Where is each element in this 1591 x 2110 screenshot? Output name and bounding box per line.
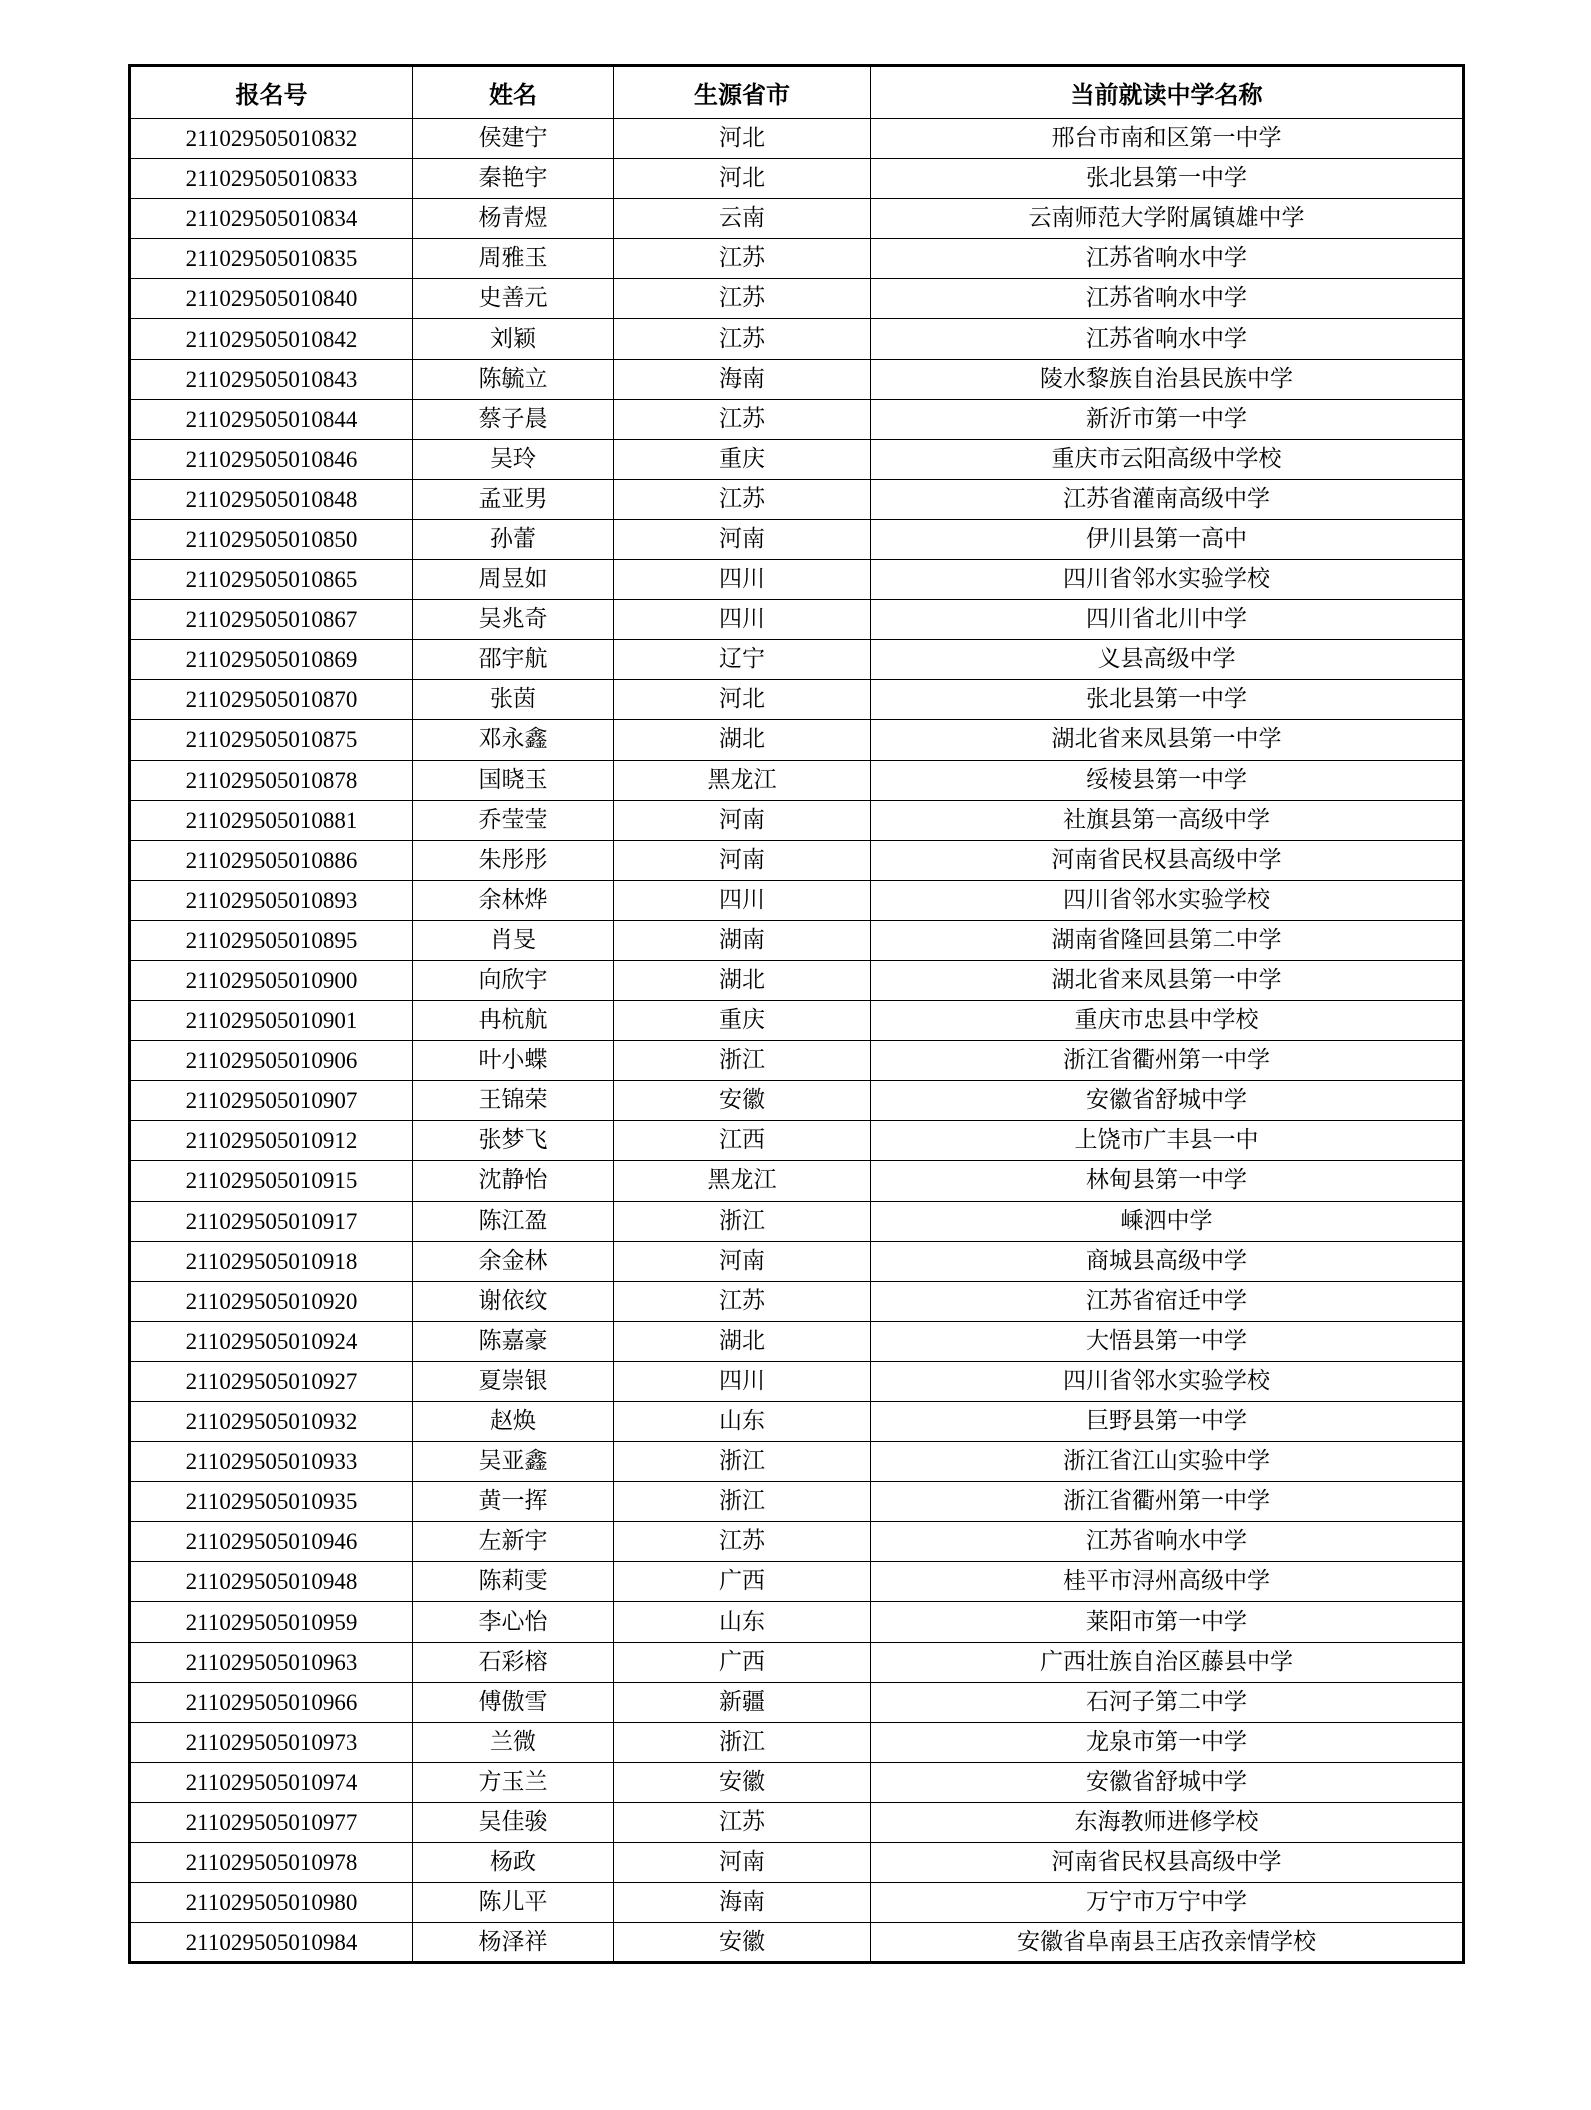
- registration-number-cell: 211029505010946: [130, 1522, 413, 1562]
- current-school-cell: 龙泉市第一中学: [871, 1722, 1464, 1762]
- origin-province-cell: 广西: [614, 1642, 871, 1682]
- current-school-cell: 巨野县第一中学: [871, 1402, 1464, 1442]
- table-row: [130, 680, 1464, 720]
- current-school-cell: 重庆市忠县中学校: [871, 1001, 1464, 1041]
- header-registration-number: 报名号: [130, 66, 413, 119]
- registration-number-cell: 211029505010843: [130, 359, 413, 399]
- registration-number-cell: 211029505010900: [130, 960, 413, 1000]
- origin-province-cell: 新疆: [614, 1682, 871, 1722]
- registration-number-cell: 211029505010875: [130, 720, 413, 760]
- student-name-cell: 冉杭航: [413, 1001, 614, 1041]
- table-row: [130, 319, 1464, 359]
- current-school-cell: 张北县第一中学: [871, 159, 1464, 199]
- header-origin-province: 生源省市: [614, 66, 871, 119]
- registration-number-cell: 211029505010867: [130, 600, 413, 640]
- current-school-cell: 四川省北川中学: [871, 600, 1464, 640]
- registration-number-cell: 211029505010927: [130, 1361, 413, 1401]
- origin-province-cell: 河南: [614, 800, 871, 840]
- table-row: [130, 119, 1464, 159]
- registration-number-cell: 211029505010963: [130, 1642, 413, 1682]
- roster-sheet: [128, 64, 1462, 1964]
- origin-province-cell: 江苏: [614, 279, 871, 319]
- current-school-cell: 伊川县第一高中: [871, 519, 1464, 559]
- current-school-cell: 林甸县第一中学: [871, 1161, 1464, 1201]
- header-row: [130, 66, 1464, 119]
- student-name-cell: 谢依纹: [413, 1281, 614, 1321]
- origin-province-cell: 江苏: [614, 1522, 871, 1562]
- current-school-cell: 东海教师进修学校: [871, 1802, 1464, 1842]
- origin-province-cell: 四川: [614, 880, 871, 920]
- table-row: [130, 279, 1464, 319]
- origin-province-cell: 河南: [614, 1241, 871, 1281]
- origin-province-cell: 浙江: [614, 1442, 871, 1482]
- student-name-cell: 向欣宇: [413, 960, 614, 1000]
- origin-province-cell: 海南: [614, 359, 871, 399]
- origin-province-cell: 河北: [614, 159, 871, 199]
- registration-number-cell: 211029505010933: [130, 1442, 413, 1482]
- current-school-cell: 新沂市第一中学: [871, 399, 1464, 439]
- student-name-cell: 陈嘉豪: [413, 1321, 614, 1361]
- table-row: [130, 359, 1464, 399]
- current-school-cell: 四川省邻水实验学校: [871, 1361, 1464, 1401]
- current-school-cell: 四川省邻水实验学校: [871, 880, 1464, 920]
- student-name-cell: 吴亚鑫: [413, 1442, 614, 1482]
- origin-province-cell: 河南: [614, 1843, 871, 1883]
- student-name-cell: 杨泽祥: [413, 1923, 614, 1963]
- table-row: [130, 1161, 1464, 1201]
- origin-province-cell: 湖北: [614, 1321, 871, 1361]
- table-row: [130, 239, 1464, 279]
- origin-province-cell: 安徽: [614, 1762, 871, 1802]
- registration-number-cell: 211029505010912: [130, 1121, 413, 1161]
- student-name-cell: 吴佳骏: [413, 1802, 614, 1842]
- current-school-cell: 四川省邻水实验学校: [871, 560, 1464, 600]
- current-school-cell: 广西壮族自治区藤县中学: [871, 1642, 1464, 1682]
- header-name: 姓名: [413, 66, 614, 119]
- table-row: [130, 1923, 1464, 1963]
- current-school-cell: 湖北省来凤县第一中学: [871, 960, 1464, 1000]
- origin-province-cell: 安徽: [614, 1081, 871, 1121]
- table-row: [130, 920, 1464, 960]
- student-name-cell: 邵宇航: [413, 640, 614, 680]
- student-name-cell: 秦艳宇: [413, 159, 614, 199]
- origin-province-cell: 四川: [614, 560, 871, 600]
- current-school-cell: 石河子第二中学: [871, 1682, 1464, 1722]
- student-name-cell: 沈静怡: [413, 1161, 614, 1201]
- current-school-cell: 浙江省衢州第一中学: [871, 1482, 1464, 1522]
- current-school-cell: 社旗县第一高级中学: [871, 800, 1464, 840]
- origin-province-cell: 河北: [614, 680, 871, 720]
- current-school-cell: 安徽省阜南县王店孜亲情学校: [871, 1923, 1464, 1963]
- student-name-cell: 方玉兰: [413, 1762, 614, 1802]
- current-school-cell: 湖北省来凤县第一中学: [871, 720, 1464, 760]
- registration-number-cell: 211029505010924: [130, 1321, 413, 1361]
- student-name-cell: 吴兆奇: [413, 600, 614, 640]
- current-school-cell: 嵊泗中学: [871, 1201, 1464, 1241]
- table-row: [130, 1482, 1464, 1522]
- origin-province-cell: 河北: [614, 119, 871, 159]
- origin-province-cell: 浙江: [614, 1201, 871, 1241]
- registration-number-cell: 211029505010832: [130, 119, 413, 159]
- registration-number-cell: 211029505010918: [130, 1241, 413, 1281]
- student-name-cell: 邓永鑫: [413, 720, 614, 760]
- student-name-cell: 肖旻: [413, 920, 614, 960]
- table-row: [130, 1682, 1464, 1722]
- origin-province-cell: 云南: [614, 199, 871, 239]
- origin-province-cell: 湖北: [614, 960, 871, 1000]
- registration-number-cell: 211029505010834: [130, 199, 413, 239]
- origin-province-cell: 江苏: [614, 399, 871, 439]
- registration-number-cell: 211029505010977: [130, 1802, 413, 1842]
- origin-province-cell: 浙江: [614, 1722, 871, 1762]
- student-name-cell: 陈毓立: [413, 359, 614, 399]
- table-row: [130, 1722, 1464, 1762]
- table-row: [130, 600, 1464, 640]
- registration-number-cell: 211029505010935: [130, 1482, 413, 1522]
- origin-province-cell: 江苏: [614, 1281, 871, 1321]
- registration-number-cell: 211029505010844: [130, 399, 413, 439]
- origin-province-cell: 辽宁: [614, 640, 871, 680]
- table-row: [130, 479, 1464, 519]
- student-name-cell: 兰微: [413, 1722, 614, 1762]
- student-name-cell: 朱彤彤: [413, 840, 614, 880]
- origin-province-cell: 浙江: [614, 1482, 871, 1522]
- origin-province-cell: 安徽: [614, 1923, 871, 1963]
- table-row: [130, 159, 1464, 199]
- student-name-cell: 夏崇银: [413, 1361, 614, 1401]
- table-row: [130, 1843, 1464, 1883]
- table-row: [130, 1522, 1464, 1562]
- current-school-cell: 绥棱县第一中学: [871, 760, 1464, 800]
- table-row: [130, 199, 1464, 239]
- origin-province-cell: 浙江: [614, 1041, 871, 1081]
- student-name-cell: 王锦荣: [413, 1081, 614, 1121]
- current-school-cell: 陵水黎族自治县民族中学: [871, 359, 1464, 399]
- student-name-cell: 杨政: [413, 1843, 614, 1883]
- student-name-cell: 张梦飞: [413, 1121, 614, 1161]
- origin-province-cell: 重庆: [614, 1001, 871, 1041]
- current-school-cell: 江苏省灌南高级中学: [871, 479, 1464, 519]
- origin-province-cell: 江西: [614, 1121, 871, 1161]
- origin-province-cell: 四川: [614, 1361, 871, 1401]
- student-name-cell: 余金林: [413, 1241, 614, 1281]
- registration-number-cell: 211029505010842: [130, 319, 413, 359]
- registration-number-cell: 211029505010966: [130, 1682, 413, 1722]
- origin-province-cell: 山东: [614, 1402, 871, 1442]
- current-school-cell: 邢台市南和区第一中学: [871, 119, 1464, 159]
- registration-number-cell: 211029505010915: [130, 1161, 413, 1201]
- origin-province-cell: 黑龙江: [614, 1161, 871, 1201]
- origin-province-cell: 江苏: [614, 319, 871, 359]
- table-row: [130, 1001, 1464, 1041]
- registration-number-cell: 211029505010906: [130, 1041, 413, 1081]
- table-row: [130, 1321, 1464, 1361]
- origin-province-cell: 湖南: [614, 920, 871, 960]
- table-row: [130, 1081, 1464, 1121]
- table-row: [130, 640, 1464, 680]
- registration-number-cell: 211029505010895: [130, 920, 413, 960]
- registration-number-cell: 211029505010881: [130, 800, 413, 840]
- table-row: [130, 1281, 1464, 1321]
- student-name-cell: 陈江盈: [413, 1201, 614, 1241]
- student-name-cell: 李心怡: [413, 1602, 614, 1642]
- student-name-cell: 刘颖: [413, 319, 614, 359]
- table-row: [130, 760, 1464, 800]
- origin-province-cell: 四川: [614, 600, 871, 640]
- student-roster-table: [128, 64, 1465, 1964]
- table-row: [130, 560, 1464, 600]
- student-name-cell: 周雅玉: [413, 239, 614, 279]
- current-school-cell: 义县高级中学: [871, 640, 1464, 680]
- current-school-cell: 浙江省江山实验中学: [871, 1442, 1464, 1482]
- table-row: [130, 1442, 1464, 1482]
- registration-number-cell: 211029505010978: [130, 1843, 413, 1883]
- registration-number-cell: 211029505010850: [130, 519, 413, 559]
- origin-province-cell: 河南: [614, 840, 871, 880]
- current-school-cell: 安徽省舒城中学: [871, 1762, 1464, 1802]
- student-name-cell: 黄一挥: [413, 1482, 614, 1522]
- registration-number-cell: 211029505010886: [130, 840, 413, 880]
- student-name-cell: 张茵: [413, 680, 614, 720]
- student-name-cell: 史善元: [413, 279, 614, 319]
- current-school-cell: 浙江省衢州第一中学: [871, 1041, 1464, 1081]
- registration-number-cell: 211029505010932: [130, 1402, 413, 1442]
- student-name-cell: 乔莹莹: [413, 800, 614, 840]
- registration-number-cell: 211029505010848: [130, 479, 413, 519]
- student-name-cell: 赵焕: [413, 1402, 614, 1442]
- registration-number-cell: 211029505010973: [130, 1722, 413, 1762]
- origin-province-cell: 海南: [614, 1883, 871, 1923]
- registration-number-cell: 211029505010833: [130, 159, 413, 199]
- current-school-cell: 万宁市万宁中学: [871, 1883, 1464, 1923]
- current-school-cell: 桂平市浔州高级中学: [871, 1562, 1464, 1602]
- current-school-cell: 上饶市广丰县一中: [871, 1121, 1464, 1161]
- student-name-cell: 叶小蝶: [413, 1041, 614, 1081]
- table-row: [130, 399, 1464, 439]
- current-school-cell: 江苏省响水中学: [871, 319, 1464, 359]
- student-name-cell: 孙蕾: [413, 519, 614, 559]
- table-row: [130, 1562, 1464, 1602]
- table-row: [130, 1201, 1464, 1241]
- current-school-cell: 河南省民权县高级中学: [871, 1843, 1464, 1883]
- current-school-cell: 莱阳市第一中学: [871, 1602, 1464, 1642]
- origin-province-cell: 江苏: [614, 479, 871, 519]
- registration-number-cell: 211029505010901: [130, 1001, 413, 1041]
- registration-number-cell: 211029505010920: [130, 1281, 413, 1321]
- origin-province-cell: 河南: [614, 519, 871, 559]
- registration-number-cell: 211029505010835: [130, 239, 413, 279]
- origin-province-cell: 黑龙江: [614, 760, 871, 800]
- student-name-cell: 石彩榕: [413, 1642, 614, 1682]
- registration-number-cell: 211029505010893: [130, 880, 413, 920]
- current-school-cell: 江苏省宿迁中学: [871, 1281, 1464, 1321]
- registration-number-cell: 211029505010846: [130, 439, 413, 479]
- table-row: [130, 1602, 1464, 1642]
- table-row: [130, 519, 1464, 559]
- student-name-cell: 傅傲雪: [413, 1682, 614, 1722]
- current-school-cell: 江苏省响水中学: [871, 239, 1464, 279]
- table-row: [130, 1762, 1464, 1802]
- table-row: [130, 720, 1464, 760]
- student-name-cell: 国晓玉: [413, 760, 614, 800]
- table-header: [130, 66, 1464, 119]
- table-row: [130, 1361, 1464, 1401]
- current-school-cell: 江苏省响水中学: [871, 1522, 1464, 1562]
- table-row: [130, 1642, 1464, 1682]
- table-row: [130, 1041, 1464, 1081]
- origin-province-cell: 江苏: [614, 239, 871, 279]
- student-name-cell: 蔡子晨: [413, 399, 614, 439]
- origin-province-cell: 山东: [614, 1602, 871, 1642]
- student-name-cell: 左新宇: [413, 1522, 614, 1562]
- current-school-cell: 重庆市云阳高级中学校: [871, 439, 1464, 479]
- origin-province-cell: 江苏: [614, 1802, 871, 1842]
- table-row: [130, 960, 1464, 1000]
- current-school-cell: 河南省民权县高级中学: [871, 840, 1464, 880]
- current-school-cell: 大悟县第一中学: [871, 1321, 1464, 1361]
- registration-number-cell: 211029505010907: [130, 1081, 413, 1121]
- registration-number-cell: 211029505010869: [130, 640, 413, 680]
- registration-number-cell: 211029505010865: [130, 560, 413, 600]
- table-row: [130, 439, 1464, 479]
- table-row: [130, 1883, 1464, 1923]
- registration-number-cell: 211029505010917: [130, 1201, 413, 1241]
- student-name-cell: 杨青煜: [413, 199, 614, 239]
- registration-number-cell: 211029505010980: [130, 1883, 413, 1923]
- student-name-cell: 周昱如: [413, 560, 614, 600]
- registration-number-cell: 211029505010948: [130, 1562, 413, 1602]
- current-school-cell: 江苏省响水中学: [871, 279, 1464, 319]
- registration-number-cell: 211029505010840: [130, 279, 413, 319]
- table-row: [130, 880, 1464, 920]
- table-row: [130, 1802, 1464, 1842]
- origin-province-cell: 湖北: [614, 720, 871, 760]
- student-name-cell: 陈儿平: [413, 1883, 614, 1923]
- current-school-cell: 安徽省舒城中学: [871, 1081, 1464, 1121]
- student-name-cell: 陈莉雯: [413, 1562, 614, 1602]
- registration-number-cell: 211029505010959: [130, 1602, 413, 1642]
- table-row: [130, 840, 1464, 880]
- student-name-cell: 孟亚男: [413, 479, 614, 519]
- student-name-cell: 吴玲: [413, 439, 614, 479]
- current-school-cell: 云南师范大学附属镇雄中学: [871, 199, 1464, 239]
- header-current-school: 当前就读中学名称: [871, 66, 1464, 119]
- table-body: [130, 119, 1464, 1963]
- origin-province-cell: 重庆: [614, 439, 871, 479]
- current-school-cell: 商城县高级中学: [871, 1241, 1464, 1281]
- table-row: [130, 800, 1464, 840]
- registration-number-cell: 211029505010984: [130, 1923, 413, 1963]
- origin-province-cell: 广西: [614, 1562, 871, 1602]
- registration-number-cell: 211029505010878: [130, 760, 413, 800]
- student-name-cell: 侯建宁: [413, 119, 614, 159]
- registration-number-cell: 211029505010870: [130, 680, 413, 720]
- current-school-cell: 张北县第一中学: [871, 680, 1464, 720]
- current-school-cell: 湖南省隆回县第二中学: [871, 920, 1464, 960]
- table-row: [130, 1241, 1464, 1281]
- table-row: [130, 1402, 1464, 1442]
- registration-number-cell: 211029505010974: [130, 1762, 413, 1802]
- student-name-cell: 余林烨: [413, 880, 614, 920]
- table-row: [130, 1121, 1464, 1161]
